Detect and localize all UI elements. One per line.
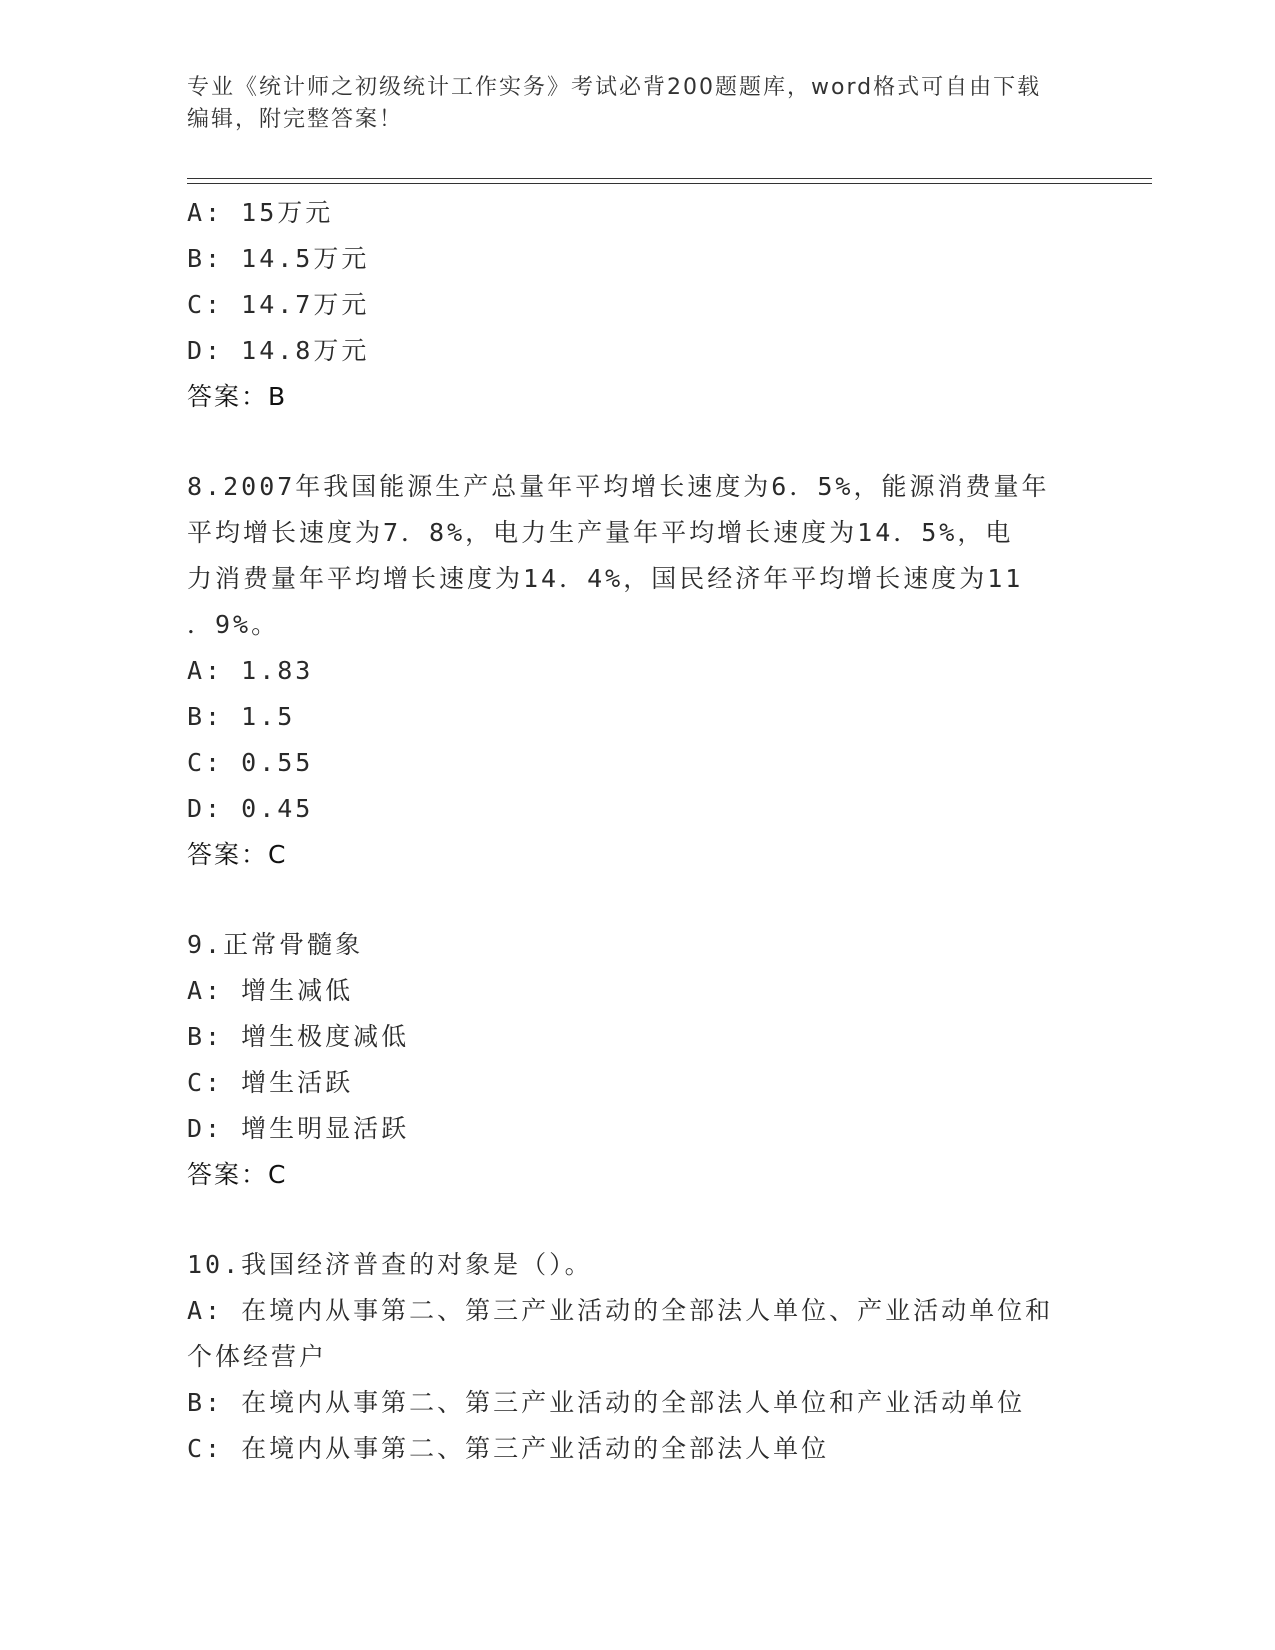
document-header	[187, 72, 1067, 136]
option-b: B: 14.5万元	[187, 244, 370, 273]
option-text-line: 个体经营户	[187, 1342, 328, 1371]
header-line-2: 编辑，附完整答案！	[187, 107, 404, 132]
question-10	[187, 1242, 1087, 1472]
question-text-line: 8.2007年我国能源生产总量年平均增长速度为6．5%，能源消费量年	[187, 472, 1050, 501]
answer-line: 答案：C	[187, 1160, 288, 1189]
option-c: C: 在境内从事第二、第三产业活动的全部法人单位	[187, 1434, 830, 1463]
option-b: B: 在境内从事第二、第三产业活动的全部法人单位和产业活动单位	[187, 1388, 1026, 1417]
answer-line: 答案：C	[187, 840, 288, 869]
question-7	[187, 190, 1087, 420]
option-c: C: 0.55	[187, 748, 314, 777]
question-8	[187, 464, 1087, 878]
option-a: A: 增生减低	[187, 976, 354, 1005]
option-a: A: 15万元	[187, 198, 334, 227]
header-divider-bottom	[187, 183, 1152, 184]
question-title: 10.我国经济普查的对象是（）。	[187, 1250, 593, 1279]
question-text-line: 平均增长速度为7．8%，电力生产量年平均增长速度为14．5%，电	[187, 518, 1014, 547]
option-b: B: 1.5	[187, 702, 296, 731]
question-text	[187, 464, 1087, 648]
answer-line: 答案：B	[187, 382, 288, 411]
question-9	[187, 922, 1087, 1198]
option-d: D: 增生明显活跃	[187, 1114, 410, 1143]
option-c: C: 14.7万元	[187, 290, 370, 319]
question-text-line: 力消费量年平均增长速度为14．4%，国民经济年平均增长速度为11	[187, 564, 1024, 593]
option-a: A: 1.83	[187, 656, 314, 685]
question-content	[187, 190, 1087, 1472]
header-line-1: 专业《统计师之初级统计工作实务》考试必背200题题库，word格式可自由下载	[187, 75, 1042, 100]
option-d: D: 14.8万元	[187, 336, 370, 365]
option-b: B: 增生极度减低	[187, 1022, 410, 1051]
header-divider-top	[187, 178, 1152, 179]
question-title: 9.正常骨髓象	[187, 930, 364, 959]
option-d: D: 0.45	[187, 794, 314, 823]
option-a	[187, 1288, 1087, 1380]
option-c: C: 增生活跃	[187, 1068, 354, 1097]
option-text-line: A: 在境内从事第二、第三产业活动的全部法人单位、产业活动单位和	[187, 1296, 1054, 1325]
question-text-line: ．9%。	[187, 610, 280, 639]
